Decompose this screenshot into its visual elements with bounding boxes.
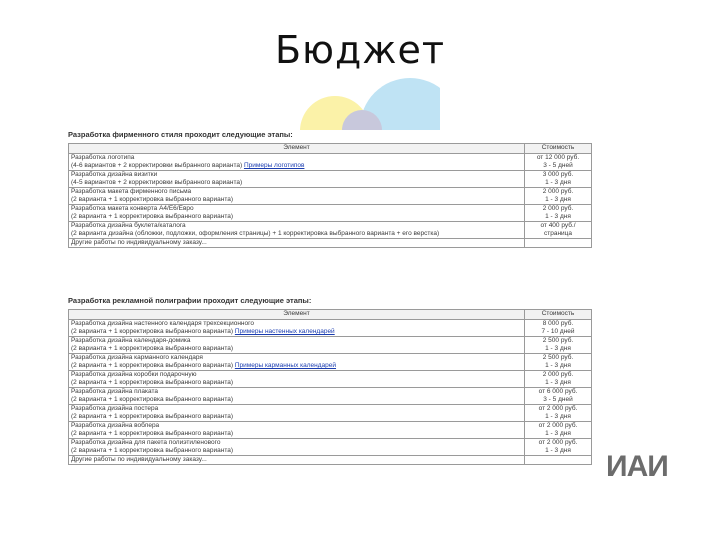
cost-duration: 3 - 5 дней bbox=[543, 396, 573, 403]
item-details-text: (2 варианта + 1 корректировка выбранного варианта) bbox=[71, 447, 234, 454]
cost-cell bbox=[525, 439, 592, 456]
item-cell bbox=[69, 422, 525, 439]
table-row bbox=[69, 422, 592, 439]
cost-duration: 1 - 3 дня bbox=[545, 196, 571, 203]
branding-heading: Разработка фирменного стиля проходит следующие этапы: bbox=[68, 130, 293, 139]
cost-cell bbox=[525, 371, 592, 388]
item-details bbox=[71, 179, 522, 187]
item-details bbox=[71, 213, 522, 221]
item-title: Разработка дизайна коробки подарочную bbox=[71, 371, 197, 378]
cost-price: 2 000 руб. bbox=[542, 371, 574, 378]
cost-duration: 1 - 3 дня bbox=[545, 413, 571, 420]
table-header-row bbox=[69, 310, 592, 320]
printing-price-table bbox=[68, 309, 592, 465]
item-title: Разработка дизайна карманного календаря bbox=[71, 354, 203, 361]
cost-duration: 1 - 3 дня bbox=[545, 430, 571, 437]
item-details-text: (2 варианта + 1 корректировка выбранного варианта) bbox=[71, 430, 234, 437]
cost-cell bbox=[525, 354, 592, 371]
cost-duration: 7 - 10 дней bbox=[541, 328, 575, 335]
cost-price: 2 000 руб. bbox=[542, 188, 574, 195]
item-cell bbox=[69, 456, 525, 465]
column-header-cost: Стоимость bbox=[525, 310, 592, 320]
table-row bbox=[69, 320, 592, 337]
cost-cell bbox=[525, 222, 592, 239]
cost-price: 8 000 руб. bbox=[542, 320, 574, 327]
item-title: Разработка логотипа bbox=[71, 154, 135, 161]
cost-cell bbox=[525, 239, 592, 248]
item-details bbox=[71, 430, 522, 438]
cost-price: от 6 000 руб. bbox=[538, 388, 578, 395]
table-header-row bbox=[69, 144, 592, 154]
cost-cell bbox=[525, 320, 592, 337]
item-details-text: (2 варианта + 1 корректировка выбранного варианта) bbox=[71, 362, 234, 369]
item-details-text: (2 варианта + 1 корректировка выбранного варианта) bbox=[71, 345, 234, 352]
item-details bbox=[71, 447, 522, 455]
item-cell bbox=[69, 371, 525, 388]
item-details-text: (4-5 вариантов + 2 корректировки выбранного варианта) bbox=[71, 179, 243, 186]
cost-price: 2 000 руб. bbox=[542, 205, 574, 212]
cost-duration: 1 - 3 дня bbox=[545, 213, 571, 220]
cost-price: от 2 000 руб. bbox=[538, 439, 578, 446]
item-details-text: (4-6 вариантов + 2 корректировки выбранного варианта) bbox=[71, 162, 243, 169]
slide-title: Бюджет bbox=[274, 28, 446, 72]
examples-link[interactable]: Примеры логотипов bbox=[243, 162, 305, 169]
table-row bbox=[69, 371, 592, 388]
item-cell bbox=[69, 154, 525, 171]
cost-cell bbox=[525, 337, 592, 354]
cost-price: 2 500 руб. bbox=[542, 354, 574, 361]
item-details-text: (2 варианта + 1 корректировка выбранного варианта) bbox=[71, 413, 234, 420]
table-row bbox=[69, 171, 592, 188]
item-details bbox=[71, 196, 522, 204]
item-title: Разработка дизайна плаката bbox=[71, 388, 159, 395]
table-row bbox=[69, 239, 592, 248]
cost-cell bbox=[525, 171, 592, 188]
item-title: Разработка дизайна визитки bbox=[71, 171, 158, 178]
cost-cell bbox=[525, 205, 592, 222]
cost-duration: 3 - 5 дней bbox=[543, 162, 573, 169]
item-details bbox=[71, 328, 522, 336]
item-details bbox=[71, 345, 522, 353]
cost-cell bbox=[525, 422, 592, 439]
item-details bbox=[71, 396, 522, 404]
item-details-text: (2 варианта + 1 корректировка выбранного варианта) bbox=[71, 379, 234, 386]
item-title: Разработка макета конверта А4/Е6/Евро bbox=[71, 205, 194, 212]
item-title: Разработка дизайна календаря-домика bbox=[71, 337, 191, 344]
item-title: Разработка дизайна буклета/каталога bbox=[71, 222, 186, 229]
cost-cell bbox=[525, 188, 592, 205]
item-cell bbox=[69, 337, 525, 354]
printing-table-body bbox=[69, 320, 592, 465]
item-cell bbox=[69, 354, 525, 371]
item-cell bbox=[69, 439, 525, 456]
item-cell bbox=[69, 171, 525, 188]
item-title: Разработка дизайна воблера bbox=[71, 422, 160, 429]
item-details-text: (2 варианта + 1 корректировка выбранного варианта) bbox=[71, 396, 234, 403]
cost-price: 3 000 руб. bbox=[542, 171, 574, 178]
cost-cell bbox=[525, 405, 592, 422]
table-row bbox=[69, 456, 592, 465]
item-cell bbox=[69, 188, 525, 205]
item-title: Другие работы по индивидуальному заказу... bbox=[71, 456, 207, 463]
cost-price: от 12 000 руб. bbox=[536, 154, 580, 161]
cost-duration: 1 - 3 дня bbox=[545, 362, 571, 369]
cost-cell bbox=[525, 388, 592, 405]
table-row bbox=[69, 439, 592, 456]
item-details bbox=[71, 162, 522, 170]
cost-duration: страница bbox=[543, 230, 572, 237]
item-title: Другие работы по индивидуальному заказу... bbox=[71, 239, 207, 246]
item-cell bbox=[69, 388, 525, 405]
cost-price: от 400 руб./ bbox=[540, 222, 576, 229]
table-row bbox=[69, 337, 592, 354]
item-cell bbox=[69, 239, 525, 248]
cost-price: 2 500 руб. bbox=[542, 337, 574, 344]
watermark-logo: ИАИ bbox=[606, 450, 668, 483]
column-header-item: Элемент bbox=[69, 144, 525, 154]
branding-table-body bbox=[69, 154, 592, 248]
item-title: Разработка дизайна настенного календаря трехсекционного bbox=[71, 320, 254, 327]
item-title: Разработка дизайна для пакета полиэтиленового bbox=[71, 439, 221, 446]
decorative-circles bbox=[300, 78, 440, 130]
item-title: Разработка макета фирменного письма bbox=[71, 188, 192, 195]
cost-cell bbox=[525, 154, 592, 171]
item-details-text: (2 варианта + 1 корректировка выбранного варианта) bbox=[71, 328, 234, 335]
item-cell bbox=[69, 205, 525, 222]
table-row bbox=[69, 222, 592, 239]
item-details-text: (2 варианта дизайна (обложки, подложки, оформления страницы) + 1 корректировка выбранного варианта + его верстка) bbox=[71, 230, 440, 237]
cost-duration: 1 - 3 дня bbox=[545, 179, 571, 186]
cost-duration: 1 - 3 дня bbox=[545, 447, 571, 454]
cost-cell bbox=[525, 456, 592, 465]
branding-price-table bbox=[68, 143, 592, 248]
item-details bbox=[71, 413, 522, 421]
examples-link[interactable]: Примеры настенных календарей bbox=[234, 328, 335, 335]
item-cell bbox=[69, 222, 525, 239]
item-details bbox=[71, 379, 522, 387]
item-details-text: (2 варианта + 1 корректировка выбранного варианта) bbox=[71, 196, 234, 203]
cost-duration: 1 - 3 дня bbox=[545, 379, 571, 386]
branding-section bbox=[68, 130, 592, 248]
item-cell bbox=[69, 405, 525, 422]
cost-price: от 2 000 руб. bbox=[538, 405, 578, 412]
examples-link[interactable]: Примеры карманных календарей bbox=[234, 362, 337, 369]
table-row bbox=[69, 354, 592, 371]
cost-price: от 2 000 руб. bbox=[538, 422, 578, 429]
item-cell bbox=[69, 320, 525, 337]
item-title: Разработка дизайна постера bbox=[71, 405, 159, 412]
table-row bbox=[69, 188, 592, 205]
cost-duration: 1 - 3 дня bbox=[545, 345, 571, 352]
column-header-cost: Стоимость bbox=[525, 144, 592, 154]
table-row bbox=[69, 205, 592, 222]
printing-section bbox=[68, 296, 592, 465]
table-row bbox=[69, 388, 592, 405]
item-details-text: (2 варианта + 1 корректировка выбранного варианта) bbox=[71, 213, 234, 220]
item-details bbox=[71, 230, 522, 238]
table-row bbox=[69, 405, 592, 422]
column-header-item: Элемент bbox=[69, 310, 525, 320]
printing-heading: Разработка рекламной полиграфии проходит следующие этапы: bbox=[68, 296, 312, 305]
table-row bbox=[69, 154, 592, 171]
item-details bbox=[71, 362, 522, 370]
